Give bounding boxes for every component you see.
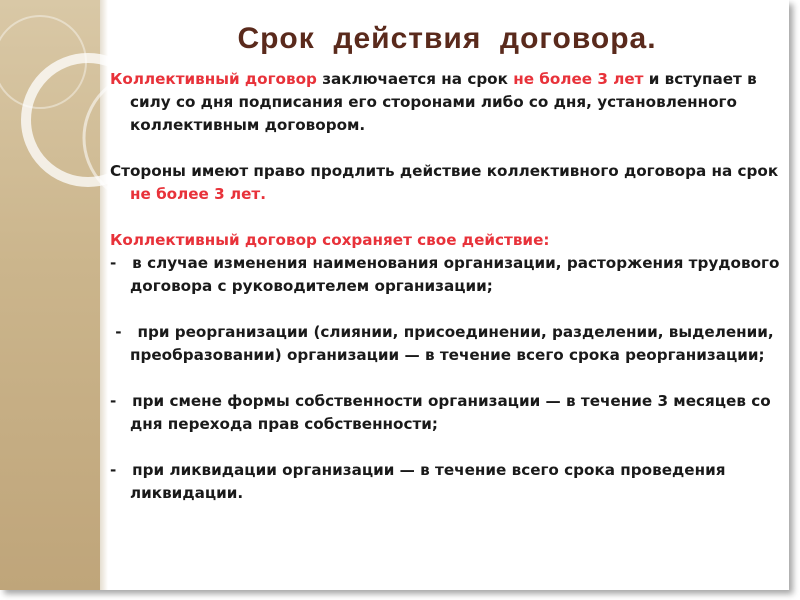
highlight-term-limit: не более 3 лет. [130, 185, 266, 203]
text-segment: Стороны имеют право продлить действие коллективного договора на срок [110, 162, 779, 180]
list-item [110, 390, 782, 436]
list-item-text: при реорганизации (слиянии, присоединении, разделении, выделении, преобразовании) организации — в течение всего срока реорганизации; [121, 323, 779, 364]
text-segment: заключается на срок [316, 70, 514, 88]
highlight-collective-agreement: Коллективный договор [110, 70, 317, 88]
text-segment: и вступает в силу со дня подписания его сторонами либо со дня, установленного коллективным договором. [130, 70, 757, 134]
list-dash: - [110, 323, 122, 341]
list-item-text: при ликвидации организации — в течение всего срока проведения ликвидации. [116, 461, 731, 502]
list-item [110, 252, 785, 298]
list-item [110, 459, 782, 505]
list-item-text: при смене формы собственности организации — в течение 3 месяцев со дня перехода прав собственности; [116, 392, 776, 433]
slide-body [110, 68, 785, 505]
list-item [110, 321, 782, 367]
paragraph-retains-heading: Коллективный договор сохраняет свое действие: [110, 231, 550, 249]
list-dash: - [110, 254, 117, 272]
list-item-text: в случае изменения наименования организации, расторжения трудового договора с руководителем организации; [116, 254, 785, 295]
paragraph-term [110, 68, 782, 137]
highlight-term-limit: не более 3 лет [513, 70, 644, 88]
list-dash: - [110, 461, 117, 479]
list-dash: - [110, 392, 117, 410]
paragraph-extension [110, 160, 782, 206]
page-title: Срок действия договора. [237, 22, 657, 55]
